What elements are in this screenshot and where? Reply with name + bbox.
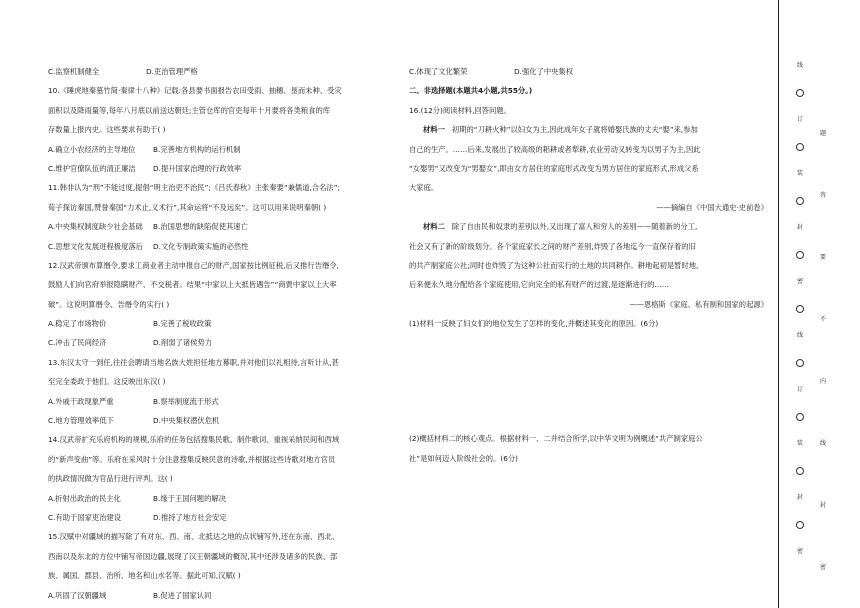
option-right: D.吏治管理严格 bbox=[146, 67, 198, 76]
options-row bbox=[48, 411, 393, 430]
binding-hole-icon bbox=[796, 251, 804, 259]
option-left: A.外戚干政现象严重 bbox=[48, 396, 114, 406]
options-row bbox=[48, 159, 393, 178]
option-left: A.中央集权制度缺少社会基础 bbox=[48, 222, 143, 232]
question-text-line: 11.韩非认为“刑”不能过度,提倡“明主治吏不治民”;《吕氏春秋》主张秦要“兼儒道,合名法”; bbox=[48, 183, 340, 193]
option-right: B.缘于王国问题的解决 bbox=[153, 493, 226, 503]
binding-notice-char: 密 bbox=[819, 564, 826, 571]
left-column bbox=[48, 62, 393, 605]
binding-notice-char: 答 bbox=[819, 192, 826, 199]
binding-mark: 装 bbox=[796, 440, 803, 447]
options-row bbox=[409, 62, 776, 81]
question-text-line: 的执政情况做为官品行进行评判。这( ) bbox=[48, 474, 173, 484]
option-left: A.稳定了市场物价 bbox=[48, 319, 107, 329]
question-text-line: 面积以及降雨量等,每年八月底以前送达朝廷;主管仓库的官吏每年十月要将各类粮食的库 bbox=[48, 105, 331, 115]
options-row bbox=[48, 314, 393, 333]
question-text-line: 13.东汉太守一到任,往往会聘请当地名族大姓担任地方幕职,并对他们以礼相待,言听计从,甚 bbox=[48, 357, 339, 367]
option-right: B.完善了税收政策 bbox=[153, 319, 212, 329]
option-left: C.冲击了民间经济 bbox=[48, 338, 107, 348]
option-right: D.文化专制政策实施的必然性 bbox=[153, 241, 249, 251]
material-1-line: 初期的“刀耕火种”以妇女为主,因此成年女子就将婚娶氏族的丈夫“娶”来,参加 bbox=[451, 125, 698, 135]
material-2-source: ——恩格斯《家庭、私有制和国家的起源》 bbox=[629, 299, 768, 309]
answer-space-1 bbox=[409, 333, 776, 429]
binding-notice-char: 题 bbox=[819, 130, 826, 137]
question-text-line: 族、属国、郡县、治所、地名和山水名等。据此可知,汉赋( ) bbox=[48, 571, 241, 581]
options-row bbox=[48, 508, 393, 527]
section-title: 二、非选择题(本题共4小题,共55分。) bbox=[409, 86, 533, 96]
binding-hole-icon bbox=[796, 197, 804, 205]
material-1 bbox=[409, 120, 776, 217]
option-left: C.思想文化发展进程极度落后 bbox=[48, 241, 143, 251]
question-text-line: 鼓励人们向官府举报隐瞒财产、不交税者。结果“中家以上大抵皆遇告”“商贾中家以上大率 bbox=[48, 280, 337, 290]
binding-hole-icon bbox=[796, 413, 804, 421]
question-text-line: 10.《睡虎地秦墓竹简·秦律十八种》记载:各县要书面报告农田受雨、抽穗、垦而未种、受灾 bbox=[48, 86, 342, 96]
option-left: A.确立小农经济的主导地位 bbox=[48, 144, 136, 154]
material-2-label: 材料二 bbox=[423, 222, 445, 232]
binding-mark: 封 bbox=[796, 224, 803, 231]
material-2-line: 后来便永久地分配给各个家庭使用,它向完全的私有财产的过渡,是逐渐进行的…… bbox=[409, 280, 670, 290]
material-2-line: 除了自由民和奴隶的差别以外,又出现了富人和穷人的差别——随着新的分工, bbox=[451, 222, 698, 232]
binding-hole-icon bbox=[796, 521, 804, 529]
binding-line bbox=[778, 0, 779, 608]
binding-margin bbox=[778, 0, 860, 608]
binding-notice-char: 内 bbox=[819, 378, 826, 385]
options-row bbox=[48, 237, 393, 256]
binding-notice-char: 封 bbox=[819, 502, 826, 509]
question-text-line: 破”。这说明算缗令、告缗令的实行( ) bbox=[48, 299, 170, 309]
options-row bbox=[48, 586, 393, 605]
question-text-line: 14.汉武帝扩充乐府机构的规模,乐府的任务包括搜集民歌、制作歌词、重视采纳民间和西域 bbox=[48, 435, 340, 445]
binding-mark: 线 bbox=[796, 62, 803, 69]
option-right: B.治国思想的缺陷促使其速亡 bbox=[153, 222, 248, 232]
material-1-label: 材料一 bbox=[423, 125, 445, 135]
binding-notice-char: 要 bbox=[819, 254, 826, 261]
option-right: B.完善地方机构的运行机制 bbox=[153, 144, 241, 154]
option-left: A.巩固了汉朝疆域 bbox=[48, 590, 107, 600]
binding-mark: 订 bbox=[796, 386, 803, 393]
question-text-line: 至完全委政于他们。这反映出东汉( ) bbox=[48, 377, 166, 387]
option-left: C.地方管理效率低下 bbox=[48, 416, 114, 426]
binding-notice-char: 线 bbox=[819, 440, 826, 447]
right-column bbox=[409, 62, 776, 468]
binding-mark: 线 bbox=[796, 332, 803, 339]
binding-mark: 订 bbox=[796, 116, 803, 123]
options-row bbox=[48, 62, 393, 81]
sub-question-2-line: (2)概括材料二的核心观点。根据材料一、二并结合所学,以中华文明为例概述“共产制家庭公 bbox=[409, 434, 703, 444]
option-right: D.推持了地方社会安定 bbox=[153, 512, 227, 522]
option-left: A.折射出政治的民主化 bbox=[48, 493, 121, 503]
question-text-line: 西南以及东北的方位中铺写帝国边疆,展现了汉王朝疆域的概况,其中还涉及诸多的民族、部 bbox=[48, 551, 338, 561]
options-row bbox=[48, 217, 393, 236]
question-text-line: 12.汉武帝颁布算缗令,要求工商业者主动申报自己的财产,国家按比例征税,后又推行告缗令, bbox=[48, 260, 339, 270]
binding-notice-char: 不 bbox=[819, 316, 826, 323]
option-c: C.体现了文化繁荣 bbox=[409, 67, 468, 76]
material-2-line: 社会又有了新的阶级划分。各个家庭家长之间的财产差别,炸毁了各地迄今一直保存着的旧 bbox=[409, 241, 696, 251]
option-right: B.察举制度流于形式 bbox=[153, 396, 219, 406]
option-right: D.削弱了诸侯势力 bbox=[153, 338, 213, 348]
option-d: D.强化了中央集权 bbox=[514, 67, 574, 76]
binding-hole-icon bbox=[796, 305, 804, 313]
question-text-line: 存数量上报内史。这些要求有助于( ) bbox=[48, 125, 166, 135]
question-text-line: 的“新声变曲”等。乐府在采风时十分注意搜集反映民意的诗歌,并根据这些诗歌对地方官员 bbox=[48, 454, 336, 464]
question-text-line: 15.汉赋中对疆域的描写除了有对东、西、南、北抵达之地的点状铺写外,还在东南、西北、 bbox=[48, 532, 340, 542]
material-2 bbox=[409, 217, 776, 314]
material-1-source: ——摘编自《中国大通史·史前卷》 bbox=[656, 202, 768, 212]
question-text-line: 荀子探访秦国,赞誉秦国“力术止,义术行”,其命运将“不及远矣”。这可以用来说明秦朝( ) bbox=[48, 202, 327, 212]
binding-mark: 封 bbox=[796, 494, 803, 501]
material-1-line: “女娶男”又改变为“男娶女”,即由女方居住的家庭形式改变为男方居住的家庭形式,形成父系 bbox=[409, 163, 699, 173]
binding-hole-icon bbox=[796, 467, 804, 475]
option-right: D.提升国家治理的行政效率 bbox=[153, 163, 242, 173]
binding-hole-icon bbox=[796, 89, 804, 97]
sub-question-1: (1)材料一反映了妇女们的地位发生了怎样的变化,并概述其变化的原因。(6分) bbox=[409, 319, 659, 329]
option-right: D.中央集权潜伏危机 bbox=[153, 416, 220, 426]
option-left: C.维护官僚队伍的清正廉洁 bbox=[48, 163, 136, 173]
sub-question-2-line: 社”是如何迈入阶级社会的。(6分) bbox=[409, 453, 518, 463]
binding-hole-icon bbox=[796, 143, 804, 151]
material-1-line: 自己的生产。……后来,发展出了较高级的耜耕或者犁耕,农业劳动又转变为以男子为主,因此 bbox=[409, 144, 701, 154]
options-row bbox=[48, 489, 393, 508]
binding-hole-icon bbox=[796, 359, 804, 367]
binding-mark: 密 bbox=[796, 548, 803, 555]
material-2-line: 的共产制家庭公社;同时也炸毁了为这种公社而实行的土地的共同耕作。耕地起初是暂时地, bbox=[409, 260, 699, 270]
binding-mark: 装 bbox=[796, 170, 803, 177]
option-left: C.监察机制健全 bbox=[48, 67, 100, 76]
material-1-line: 大家庭。 bbox=[409, 183, 439, 193]
options-row bbox=[48, 392, 393, 411]
option-right: B.促进了国家认同 bbox=[153, 590, 212, 600]
options-row bbox=[48, 140, 393, 159]
options-row bbox=[48, 333, 393, 352]
option-left: C.有助于国家吏治建设 bbox=[48, 512, 122, 522]
binding-mark: 密 bbox=[796, 278, 803, 285]
question-16: 16.(12分)阅读材料,回答问题。 bbox=[409, 105, 511, 115]
